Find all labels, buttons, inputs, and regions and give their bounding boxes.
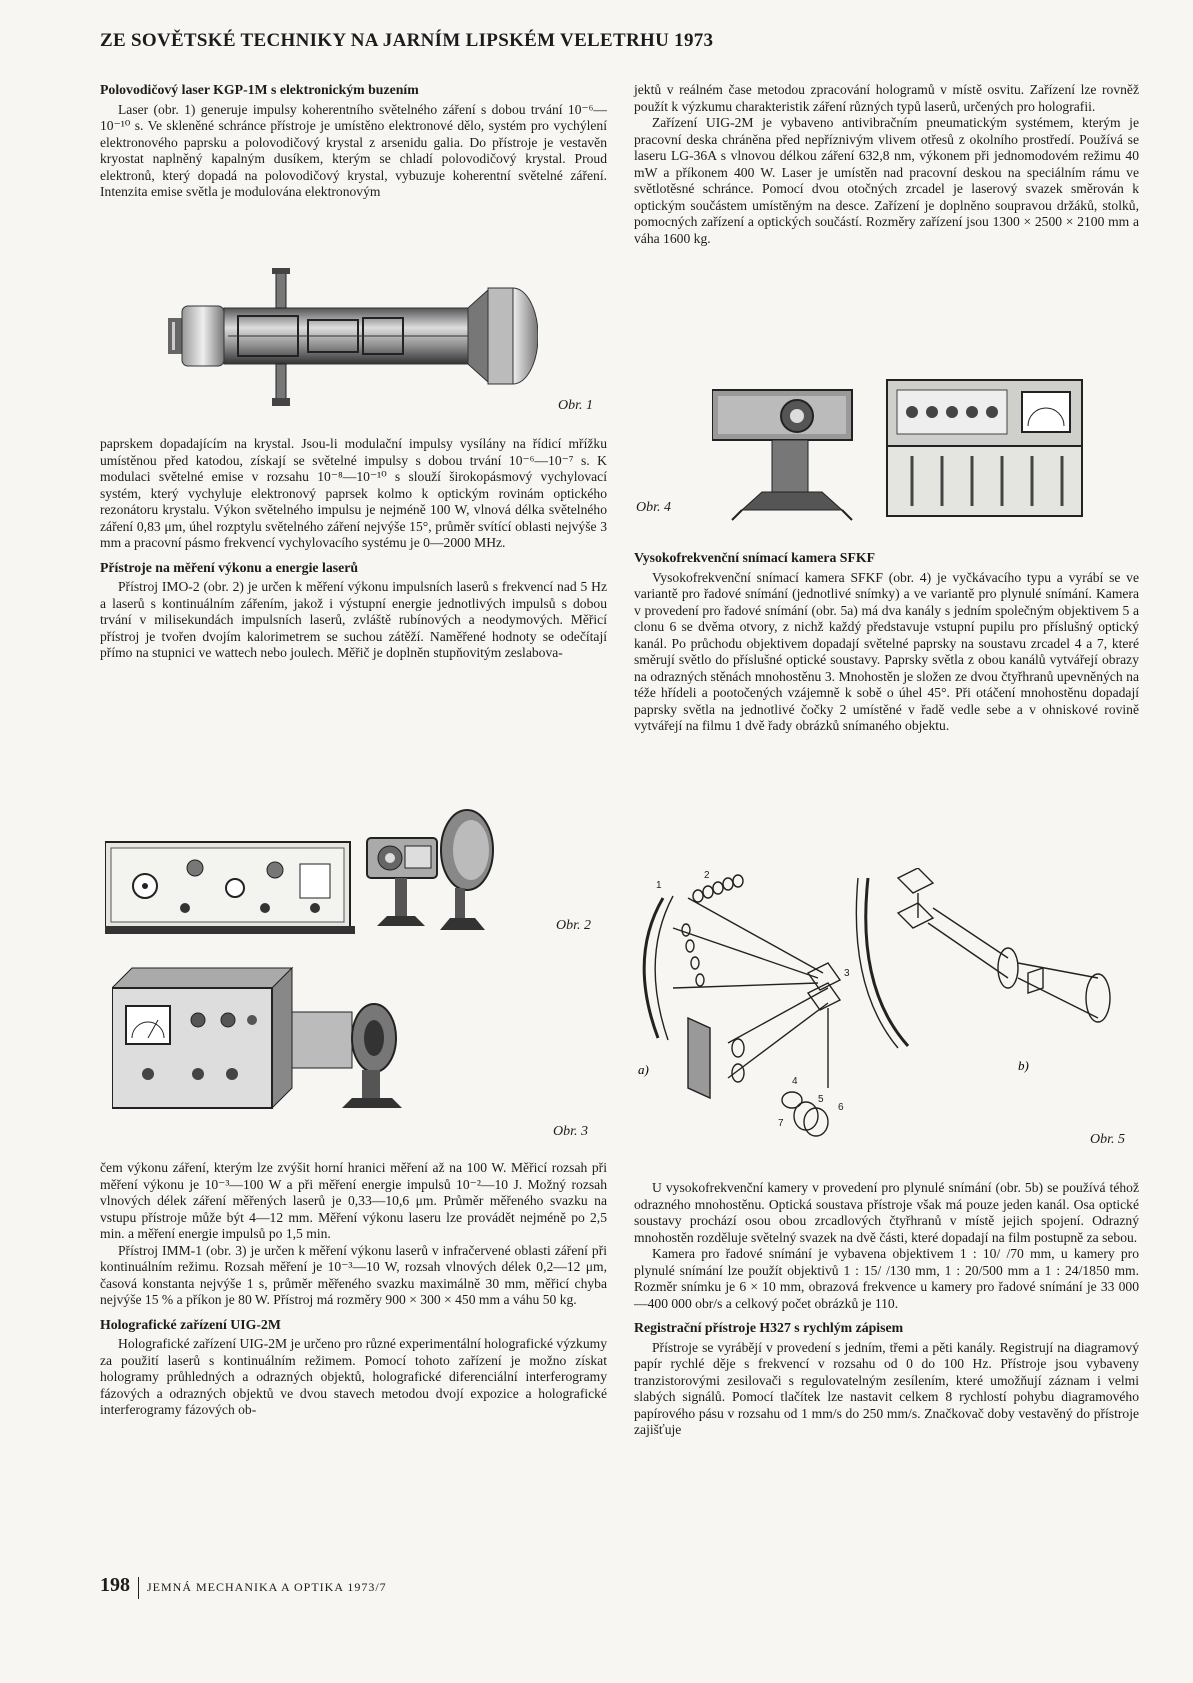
figure-1-laser-tube [168, 268, 538, 408]
section-heading: Holografické zařízení UIG-2M [100, 1316, 281, 1332]
figure-3-instrument [112, 960, 462, 1120]
paragraph: jektů v reálném čase metodou zpracování hologramů v místě osvitu. Zařízení lze rovněž použít k výzkumu charakteristik záření různých typů laserů, určených pro holografii. [634, 82, 1139, 114]
diagram-label: 1 [656, 880, 662, 891]
figure-2-instrument [105, 808, 505, 938]
figure-2-caption: Obr. 2 [556, 918, 592, 933]
section-heading: Registrační přístroje H327 s rychlým zápisem [634, 1320, 904, 1335]
left-column-top [100, 82, 607, 201]
section-heading: Polovodičový laser KGP-1M s elektronickým buzením [100, 82, 419, 97]
right-column-middle [634, 550, 1139, 735]
figure-5b-label: b) [1018, 1058, 1029, 1073]
diagram-label: 5 [818, 1094, 824, 1105]
paragraph: Holografické zařízení UIG-2M je určeno pro různé experimentální holografické výzkumy za použití laserů s kontinuálním režimem. Pomocí tohoto zařízení je možno získat hologramy průhledných a odrazných objektů, holografické diferenciální interferogramy fázových a odrazných objektů ve dvou stavech metodou dvojí expozice a holografické interferogramy fázových ob- [100, 1336, 607, 1417]
figure-5-optical-diagram [628, 868, 1128, 1148]
page-footer [100, 1574, 387, 1599]
paragraph: paprskem dopadajícím na krystal. Jsou-li modulační impulsy vysílány na řídicí mřížku umístěnou před katodou, získají se světelné impulsy s dobou trvání 10⁻⁶—10⁻⁷ s. K modulaci světelné emise v rozsahu 10⁻⁸—10⁻¹⁰ s slouží širokopásmový vychylovací systém, který vychyluje elektronový paprsek kolmo k optickým rovinám optického rezonátoru krystalu. Výkon světelného impulsu je nejméně 100 W, vlnová délka světelného záření 0,83 μm, úhel rozptylu světelného záření nejvýše 15°, průměr svítící oblasti nejvýše 3 mm a pracovní pásmo frekvencí vychylovacího systému je 0—2000 MHz. [100, 436, 607, 550]
figure-1-caption: Obr. 1 [558, 398, 594, 413]
left-column-bottom [100, 1160, 607, 1419]
paragraph: čem výkonu záření, kterým lze zvýšit horní hranici měření až na 100 W. Měřicí rozsah při měření výkonu je 10⁻³—100 W a při měření energie impulsů 10⁻²—10 J. Možný rozsah vlnových délek záření měřených laserů je 0,33—10,6 μm. Průměr měřeného svazku na vstupu přístroje může být 4—12 mm. Měření výkonu laseru lze provádět nejméně po 2,5 min. a měření energie impulsů po 1,5 min. [100, 1160, 607, 1241]
right-column-bottom [634, 1180, 1139, 1439]
paragraph: Přístroj IMO-2 (obr. 2) je určen k měření výkonu impulsních laserů s frekvencí nad 5 Hz a laserů s kontinuálním zářením, jakož i výstupní energie jednotlivých impulsů s dobou trvání v milisekundách impulsních laserů, zvláště rubínových a neodymových. Měřicí přístroj je tvořen dvojím kalorimetrem se suchou zátěží. Naměřené hodnoty se odečítají přímo na stupnici ve wattech nebo joulech. Měřič je doplněn stupňovitým zeslabova- [100, 579, 607, 660]
diagram-label: 7 [778, 1118, 784, 1129]
diagram-label: 3 [844, 968, 850, 979]
diagram-label: 4 [792, 1076, 798, 1087]
paragraph: Vysokofrekvenční snímací kamera SFKF (obr. 4) je vyčkávacího typu a vyrábí se ve variantě pro řadové snímání (jednotlivé snímky) a ve variantě pro plynulé snímání. Kamera v provedení pro řadové snímání (obr. 5a) má dva kanály s jedním společným objektivem 5 a clonu 6 se dvěma otvory, z nichž každý představuje vstupní pupilu pro příslušný optický kanál. Po průchodu objektivem dopadají světelné paprsky na soustavu zrcadel 4 a 7, které směrují světlo do příslušné optické soustavy. Paprsky světla z obou kanálů vytvářejí obrazy na odrazných stěnách mnohostěnu 3. Mnohostěn je složen ze dvou čtyřhranů upevněných na téže hřídeli a pootočených vzájemně k sobě o úhel 45°. Při otáčení mnohostěnu dopadají paprsky světla na jednotlivé čočky 2 umístěné v řadě vedle sebe a v ohniskové rovině vytvářejí na filmu 1 dvě řady obrázků snímaného objektu. [634, 569, 1139, 733]
diagram-label: 2 [704, 870, 710, 881]
figure-5-caption: Obr. 5 [1090, 1132, 1126, 1147]
paragraph: Přístroj IMM-1 (obr. 3) je určen k měření výkonu laserů v infračervené oblasti záření při kontinuálním režimu. Rozsah měření je 10⁻³—10 W, rozsah vlnových délek 0,2—12 μm, časová konstanta nejvýše 1 s, průměr měřeného svazku maximálně 30 mm, měřicí chyba nejvýše 15 % a příkon je 80 W. Přístroj má rozměry 900 × 300 × 450 mm a váhu 50 kg. [100, 1242, 607, 1307]
paragraph: Laser (obr. 1) generuje impulsy koherentního světelného záření s dobou trvání 10⁻⁶—10⁻¹⁰ s. Ve skleněné schránce přístroje je umístěno elektronové dělo, systém pro vychýlení elektronového paprsku a polovodičový krystal z arsenidu galia. Do přístroje je vestavěn kryostat naplněný kapalným dusíkem, kterým se chladí polovodičový krystal. Proud elektronů, který dopadá na polovodičový krystal, vybuzuje koherentní světelné záření. Intenzita emise světla je modulována elektronovým [100, 101, 607, 199]
paragraph: Zařízení UIG-2M je vybaveno antivibračním pneumatickým systémem, kterým je pracovní deska chráněna před nepříznivým vlivem otřesů z okolního prostředí. Používá se laseru LG-36A s vlnovou délkou záření 632,8 nm, výkonem při jednomodovém režimu 40 mW a příkonem 400 W. Laser je umístěn nad pracovní deskou na speciálním rámu ve světlotěsné schránce. Pomocí dvou otočných zrcadel je laserový svazek směrován k optickým součástem umístěným na desce. Zařízení je doplněno soupravou držáků, stolků, pomocných zařízení a optických součástí. Rozměry zařízení jsou 1300 × 2500 × 2100 mm a váha 1600 kg. [634, 115, 1139, 246]
journal-name: JEMNÁ MECHANIKA A OPTIKA 1973/7 [147, 1580, 387, 1594]
page-number: 198 [100, 1574, 130, 1596]
figure-4-caption: Obr. 4 [636, 500, 672, 515]
right-column-top [634, 82, 1139, 247]
page-title: ZE SOVĚTSKÉ TECHNIKY NA JARNÍM LIPSKÉM VELETRHU 1973 [100, 30, 714, 51]
paragraph: Přístroje se vyrábějí v provedení s jedním, třemi a pěti kanály. Registrují na diagramový papír rychlé děje s frekvencí v rozsahu od 0 do 100 Hz. Přístroje jsou vybaveny tranzistorovými zesilovači s regulovatelným zesílením, které umožňují záznam i velmi slabých signálů. Pomocí tlačítek lze nastavit celkem 8 rychlostí pohybu diagramového papírového pásu v rozsahu od 1 mm/s do 250 mm/s. Značkovač doby vestavěný do přístroje zajišťuje [634, 1339, 1139, 1437]
diagram-label: 6 [838, 1102, 844, 1113]
section-heading: Vysokofrekvenční snímací kamera SFKF [634, 550, 876, 565]
paragraph: Kamera pro řadové snímání je vybavena objektivem 1 : 10/ /70 mm, u kamery pro plynulé snímání lze použít objektivů 1 : 15/ /130 mm, 1 : 20/500 mm a 1 : 24/1850 mm. Rozměr snímku je 6 × 10 mm, obrazová frekvence u kamery pro řadové snímání je 33 000—400 000 obr/s a celkový počet obrázků je 110. [634, 1246, 1139, 1311]
section-heading: Přístroje na měření výkonu a energie laserů [100, 559, 359, 575]
left-column-middle [100, 436, 607, 662]
figure-4-camera [712, 372, 1097, 522]
paragraph: U vysokofrekvenční kamery v provedení pro plynulé snímání (obr. 5b) se používá téhož odrazného mnohostěnu. Optická soustava přístroje však má pouze jeden kanál. Osa optické soustavy prochází osou obou zrcadlových čtyřhranů v místě jejich spojení. Odrazný mnohostěn rozděluje světelný svazek na dvě části, které dopadají na film postupně za sebou. [634, 1180, 1139, 1245]
figure-5a-label: a) [638, 1062, 649, 1077]
figure-3-caption: Obr. 3 [553, 1124, 589, 1139]
footer-divider [138, 1577, 139, 1599]
